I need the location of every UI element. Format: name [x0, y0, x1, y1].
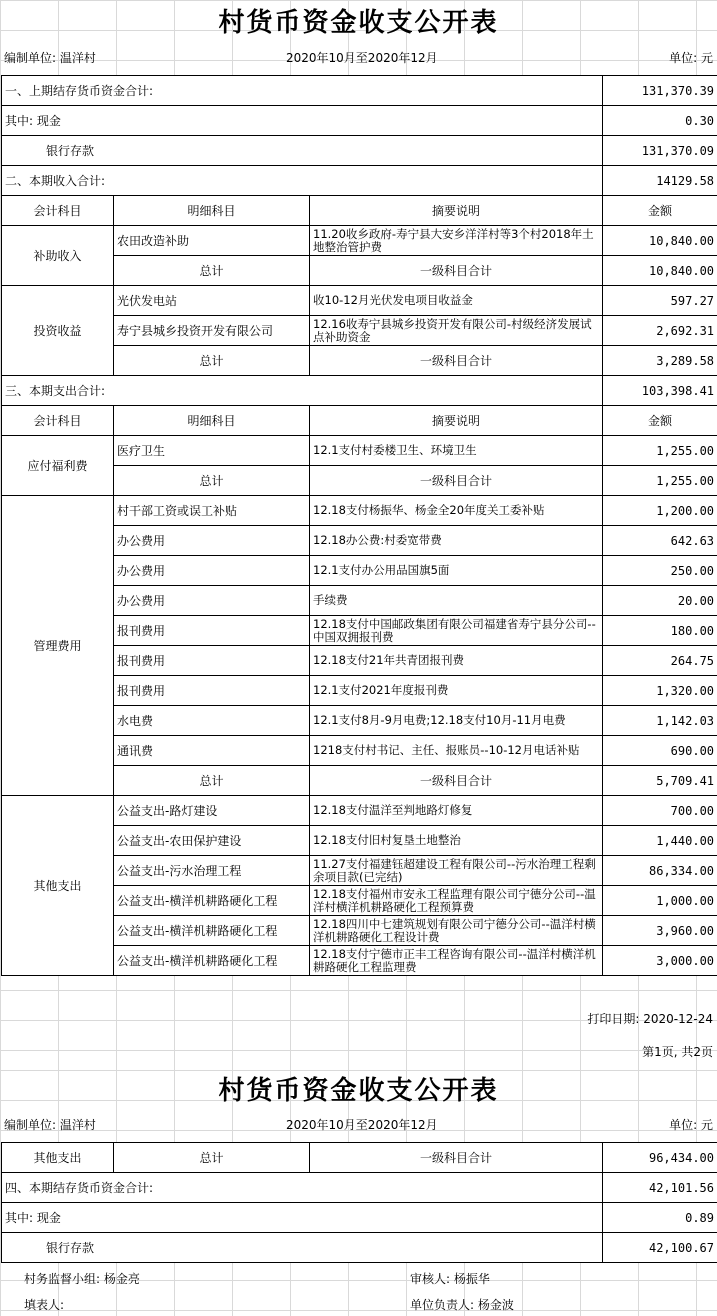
- column-header-account: 会计科目: [2, 406, 114, 436]
- amount-cell: 3,000.00: [603, 946, 717, 976]
- detail-cell: 公益支出-农田保护建设: [114, 826, 310, 856]
- column-header-amount: 金额: [603, 196, 717, 226]
- amount-cell: 2,692.31: [603, 316, 717, 346]
- amount-cell: 642.63: [603, 526, 717, 556]
- detail-cell: 水电费: [114, 706, 310, 736]
- description-cell: 12.1支付2021年度报刊费: [310, 676, 603, 706]
- group-total-label: 总计: [114, 466, 310, 496]
- detail-cell: 医疗卫生: [114, 436, 310, 466]
- page-2-report-period: 2020年10月至2020年12月: [286, 1118, 438, 1132]
- table-row: [2, 496, 717, 526]
- table-row: [2, 226, 717, 256]
- detail-cell: 公益支出-横洋机耕路硬化工程: [114, 886, 310, 916]
- page-2-currency-unit: 单位: 元: [669, 1118, 713, 1132]
- column-header-description: 摘要说明: [310, 406, 603, 436]
- column-header-description: 摘要说明: [310, 196, 603, 226]
- column-header-amount: 金额: [603, 406, 717, 436]
- description-cell: 1218支付村书记、主任、报账员--10-12月电话补贴: [310, 736, 603, 766]
- description-cell: 手续费: [310, 586, 603, 616]
- prev-cash-label: 其中: 现金: [2, 106, 603, 136]
- detail-cell: 公益支出-路灯建设: [114, 796, 310, 826]
- description-cell: 11.20收乡政府-寿宁县大安乡洋洋村等3个村2018年土地整治管护费: [310, 226, 603, 256]
- print-date: 打印日期: 2020-12-24: [587, 1012, 713, 1026]
- amount-cell: 20.00: [603, 586, 717, 616]
- description-cell: 12.18支付中国邮政集团有限公司福建省寿宁县分公司--中国双拥报刊费: [310, 616, 603, 646]
- prev-bank-amount: 131,370.09: [603, 136, 717, 166]
- detail-cell: 报刊费用: [114, 676, 310, 706]
- prev-cash-amount: 0.30: [603, 106, 717, 136]
- detail-cell: 公益支出-横洋机耕路硬化工程: [114, 916, 310, 946]
- reviewer-signature: 审核人: 杨振华: [410, 1272, 490, 1286]
- end-bank-amount: 42,100.67: [603, 1233, 717, 1263]
- description-cell: 12.18办公费:村委宽带费: [310, 526, 603, 556]
- detail-cell: 光伏发电站: [114, 286, 310, 316]
- description-cell: 11.27支付福建钰超建设工程有限公司--污水治理工程剩余项目款(已完结): [310, 856, 603, 886]
- amount-cell: 1,200.00: [603, 496, 717, 526]
- column-header-row: [2, 196, 717, 226]
- preparer-signature: 填表人:: [24, 1298, 65, 1312]
- prev-bank-row: [2, 136, 717, 166]
- page-2: [0, 1070, 717, 1316]
- amount-cell: 10,840.00: [603, 226, 717, 256]
- column-header-row: [2, 406, 717, 436]
- detail-cell: 公益支出-横洋机耕路硬化工程: [114, 946, 310, 976]
- other-expense-account: 其他支出: [2, 1143, 114, 1173]
- amount-cell: 1,440.00: [603, 826, 717, 856]
- account-cell: 应付福利费: [2, 436, 114, 496]
- amount-cell: 700.00: [603, 796, 717, 826]
- table-row: [2, 286, 717, 316]
- expense-total-label: 三、本期支出合计:: [2, 376, 603, 406]
- report-period: 2020年10月至2020年12月: [286, 51, 438, 65]
- description-cell: 12.1支付8月-9月电费;12.18支付10月-11月电费: [310, 706, 603, 736]
- description-cell: 12.18支付福州市安永工程监理有限公司宁德分公司--温洋村横洋机耕路硬化工程预算费: [310, 886, 603, 916]
- group-total-description: 一级科目合计: [310, 466, 603, 496]
- page-2-title: 村货币资金收支公开表: [218, 1076, 499, 1106]
- description-cell: 12.18支付旧村复垦土地整治: [310, 826, 603, 856]
- description-cell: 12.18支付杨振华、杨金全20年度关工委补贴: [310, 496, 603, 526]
- other-expense-total-row: [2, 1143, 717, 1173]
- cash-flow-table: [1, 75, 717, 976]
- description-cell: 12.18支付宁德市正丰工程咨询有限公司--温洋村横洋机耕路硬化工程监理费: [310, 946, 603, 976]
- detail-cell: 农田改造补助: [114, 226, 310, 256]
- income-total-amount: 14129.58: [603, 166, 717, 196]
- amount-cell: 1,320.00: [603, 676, 717, 706]
- leader-signature: 单位负责人: 杨金波: [410, 1298, 514, 1312]
- group-total-amount: 1,255.00: [603, 466, 717, 496]
- description-cell: 12.18四川中七建筑规划有限公司宁德分公司--温洋村横洋机耕路硬化工程设计费: [310, 916, 603, 946]
- prev-balance-label: 一、上期结存货币资金合计:: [2, 76, 603, 106]
- amount-cell: 690.00: [603, 736, 717, 766]
- prev-bank-label: 银行存款: [2, 136, 603, 166]
- end-balance-label: 四、本期结存货币资金合计:: [2, 1173, 603, 1203]
- page-2-table: [1, 1142, 717, 1263]
- group-total-label: 总计: [114, 256, 310, 286]
- page-number: 第1页, 共2页: [642, 1045, 713, 1059]
- amount-cell: 597.27: [603, 286, 717, 316]
- other-expense-total-desc: 一级科目合计: [310, 1143, 603, 1173]
- compiling-unit: 编制单位: 温洋村: [4, 51, 96, 65]
- table-row: [2, 796, 717, 826]
- prev-balance-amount: 131,370.39: [603, 76, 717, 106]
- group-total-label: 总计: [114, 346, 310, 376]
- income-total-row: [2, 166, 717, 196]
- description-cell: 12.18支付21年共青团报刊费: [310, 646, 603, 676]
- table-row: [2, 436, 717, 466]
- amount-cell: 250.00: [603, 556, 717, 586]
- end-bank-row: [2, 1233, 717, 1263]
- group-total-label: 总计: [114, 766, 310, 796]
- detail-cell: 村干部工资或误工补贴: [114, 496, 310, 526]
- end-bank-label: 银行存款: [2, 1233, 603, 1263]
- prev-balance-row: [2, 76, 717, 106]
- prev-cash-row: [2, 106, 717, 136]
- end-balance-amount: 42,101.56: [603, 1173, 717, 1203]
- expense-section: [2, 406, 717, 976]
- column-header-account: 会计科目: [2, 196, 114, 226]
- end-balance-row: [2, 1173, 717, 1203]
- amount-cell: 264.75: [603, 646, 717, 676]
- column-header-detail: 明细科目: [114, 196, 310, 226]
- description-cell: 12.18支付温洋至判地路灯修复: [310, 796, 603, 826]
- group-total-amount: 3,289.58: [603, 346, 717, 376]
- other-expense-total-amount: 96,434.00: [603, 1143, 717, 1173]
- description-cell: 12.1支付办公用品国旗5面: [310, 556, 603, 586]
- description-cell: 12.16收寿宁县城乡投资开发有限公司-村级经济发展试点补助资金: [310, 316, 603, 346]
- detail-cell: 公益支出-污水治理工程: [114, 856, 310, 886]
- currency-unit: 单位: 元: [669, 51, 713, 65]
- detail-cell: 办公费用: [114, 556, 310, 586]
- detail-cell: 寿宁县城乡投资开发有限公司: [114, 316, 310, 346]
- income-total-label: 二、本期收入合计:: [2, 166, 603, 196]
- detail-cell: 办公费用: [114, 526, 310, 556]
- page-title: 村货币资金收支公开表: [218, 8, 499, 38]
- account-cell: 投资收益: [2, 286, 114, 376]
- column-header-detail: 明细科目: [114, 406, 310, 436]
- amount-cell: 1,142.03: [603, 706, 717, 736]
- detail-cell: 报刊费用: [114, 616, 310, 646]
- detail-cell: 报刊费用: [114, 646, 310, 676]
- group-total-description: 一级科目合计: [310, 256, 603, 286]
- amount-cell: 86,334.00: [603, 856, 717, 886]
- end-cash-label: 其中: 现金: [2, 1203, 603, 1233]
- description-cell: 收10-12月光伏发电项目收益金: [310, 286, 603, 316]
- account-cell: 管理费用: [2, 496, 114, 796]
- account-cell: 其他支出: [2, 796, 114, 976]
- income-section: [2, 196, 717, 376]
- other-expense-total-label: 总计: [114, 1143, 310, 1173]
- group-total-amount: 10,840.00: [603, 256, 717, 286]
- detail-cell: 办公费用: [114, 586, 310, 616]
- end-cash-row: [2, 1203, 717, 1233]
- amount-cell: 1,255.00: [603, 436, 717, 466]
- group-total-amount: 5,709.41: [603, 766, 717, 796]
- amount-cell: 1,000.00: [603, 886, 717, 916]
- end-cash-amount: 0.89: [603, 1203, 717, 1233]
- amount-cell: 180.00: [603, 616, 717, 646]
- supervisor-signature: 村务监督小组: 杨金亮: [24, 1272, 140, 1286]
- detail-cell: 通讯费: [114, 736, 310, 766]
- group-total-description: 一级科目合计: [310, 346, 603, 376]
- page-2-compiling-unit: 编制单位: 温洋村: [4, 1118, 96, 1132]
- expense-total-row: [2, 376, 717, 406]
- group-total-description: 一级科目合计: [310, 766, 603, 796]
- expense-total-amount: 103,398.41: [603, 376, 717, 406]
- account-cell: 补助收入: [2, 226, 114, 286]
- amount-cell: 3,960.00: [603, 916, 717, 946]
- description-cell: 12.1支付村委楼卫生、环境卫生: [310, 436, 603, 466]
